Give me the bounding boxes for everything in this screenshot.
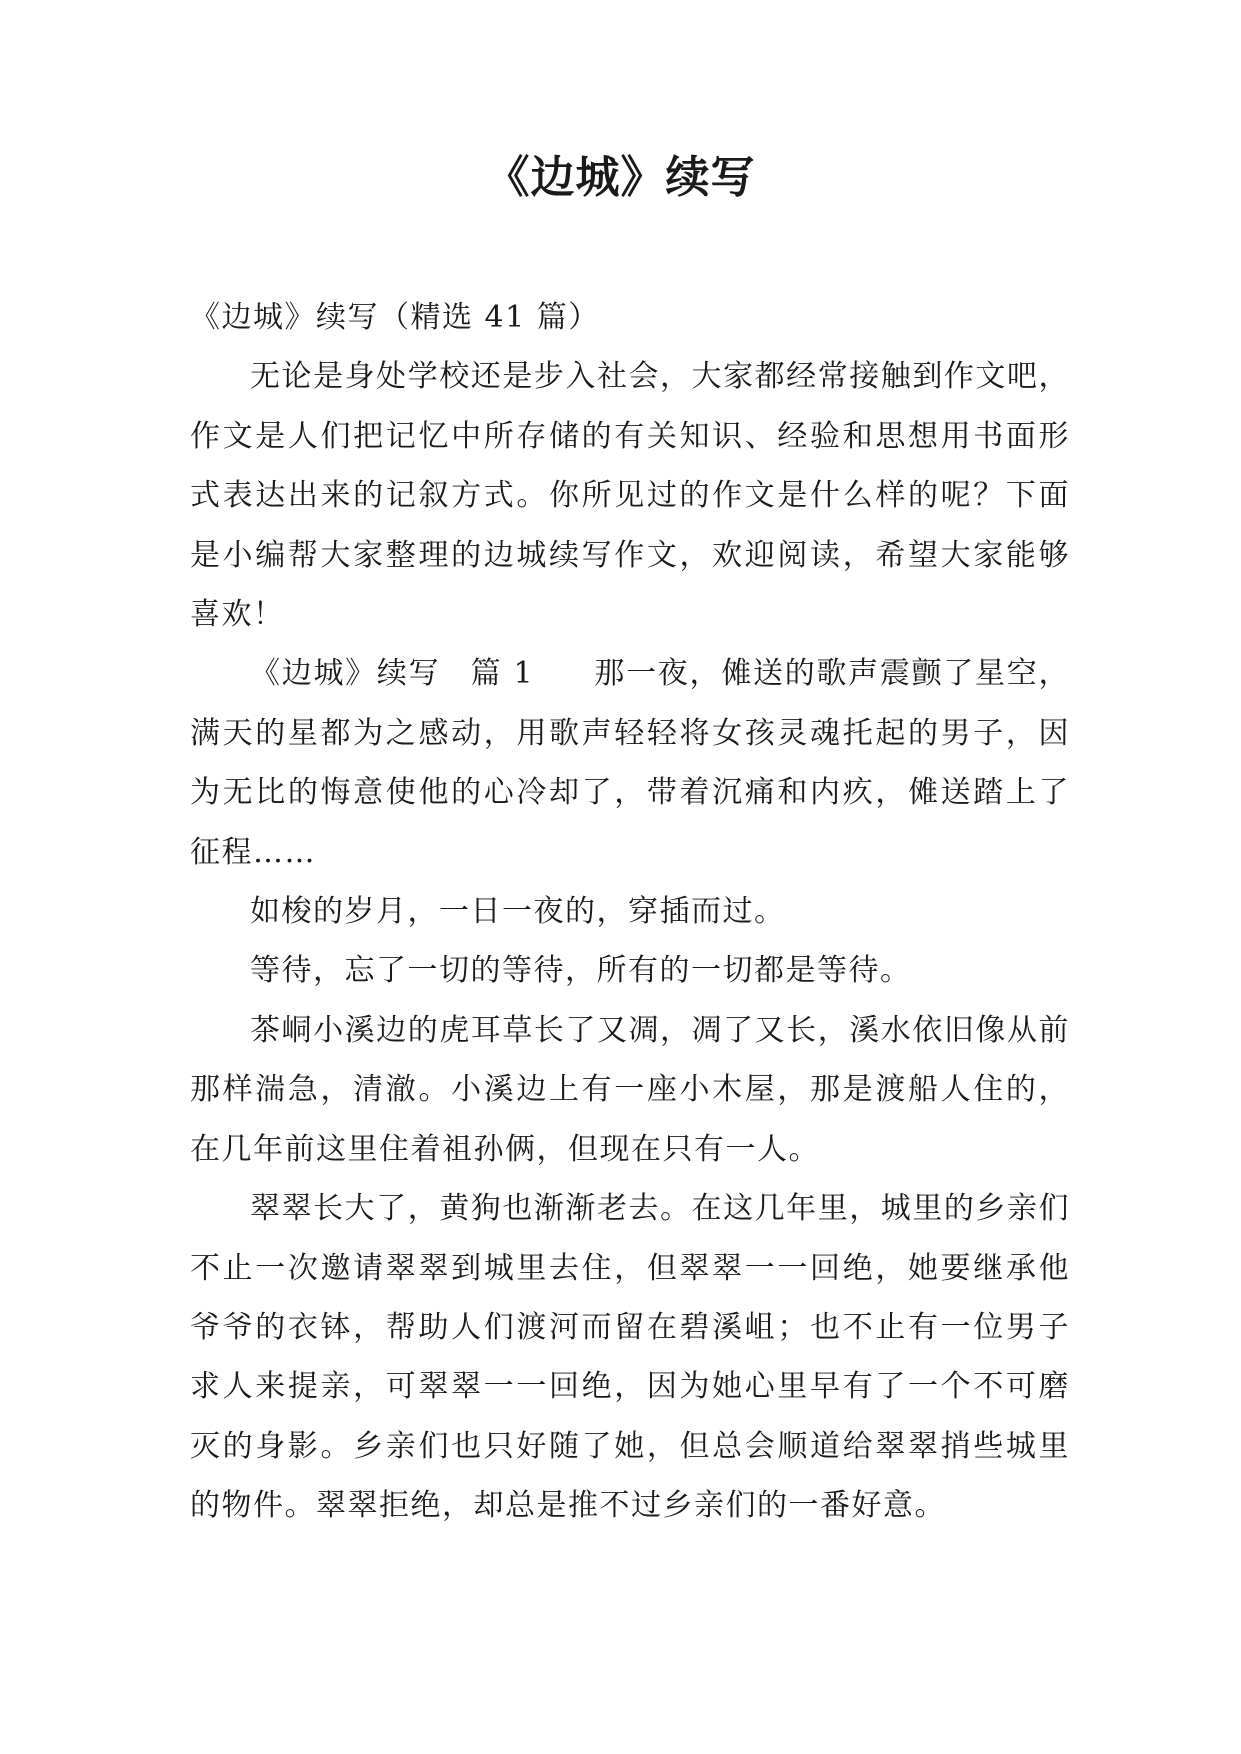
body-paragraph: 茶峒小溪边的虎耳草长了又凋，凋了又长，溪水依旧像从前那样湍急，清澈。小溪边上有一座小木屋，那是渡船人住的，在几年前这里住着祖孙俩，但现在只有一人。	[190, 1012, 1070, 1167]
body-paragraph: 如梭的岁月，一日一夜的，穿插而过。	[250, 894, 786, 930]
section-lead-text: 那一夜，傩送的歌声震颤了星空，满天的星都为之感动，用歌声轻轻将女孩灵魂托起的男子，因为无比的悔意使他的心冷却了，带着沉痛和内疚，傩送踏上了征程……	[190, 656, 1070, 870]
intro-paragraph: 无论是身处学校还是步入社会，大家都经常接触到作文吧，作文是人们把记忆中所存储的有关知识、经验和思想用书面形式表达出来的记叙方式。你所见过的作文是什么样的呢？下面是小编帮大家整理的边城续写作文，欢迎阅读，希望大家能够喜欢！	[190, 359, 1070, 633]
section-1-paragraph	[190, 644, 1070, 882]
document-title: 《边城》续写	[485, 152, 756, 203]
document-subtitle: 《边城》续写（精选 41 篇）	[190, 300, 600, 335]
body-paragraph: 翠翠长大了，黄狗也渐渐老去。在这几年里，城里的乡亲们不止一次邀请翠翠到城里去住，但翠翠一一回绝，她要继承他爷爷的衣钵，帮助人们渡河而留在碧溪岨；也不止有一位男子求人来提亲，可翠翠一一回绝，因为她心里早有了一个不可磨灭的身影。乡亲们也只好随了她，但总会顺道给翠翠捎些城里的物件。翠翠拒绝，却总是推不过乡亲们的一番好意。	[190, 1191, 1070, 1524]
body-paragraph: 等待，忘了一切的等待，所有的一切都是等待。	[250, 953, 912, 989]
section-number: 篇 1	[470, 656, 535, 692]
document-body	[190, 288, 1070, 1536]
section-heading: 《边城》续写	[250, 656, 441, 692]
